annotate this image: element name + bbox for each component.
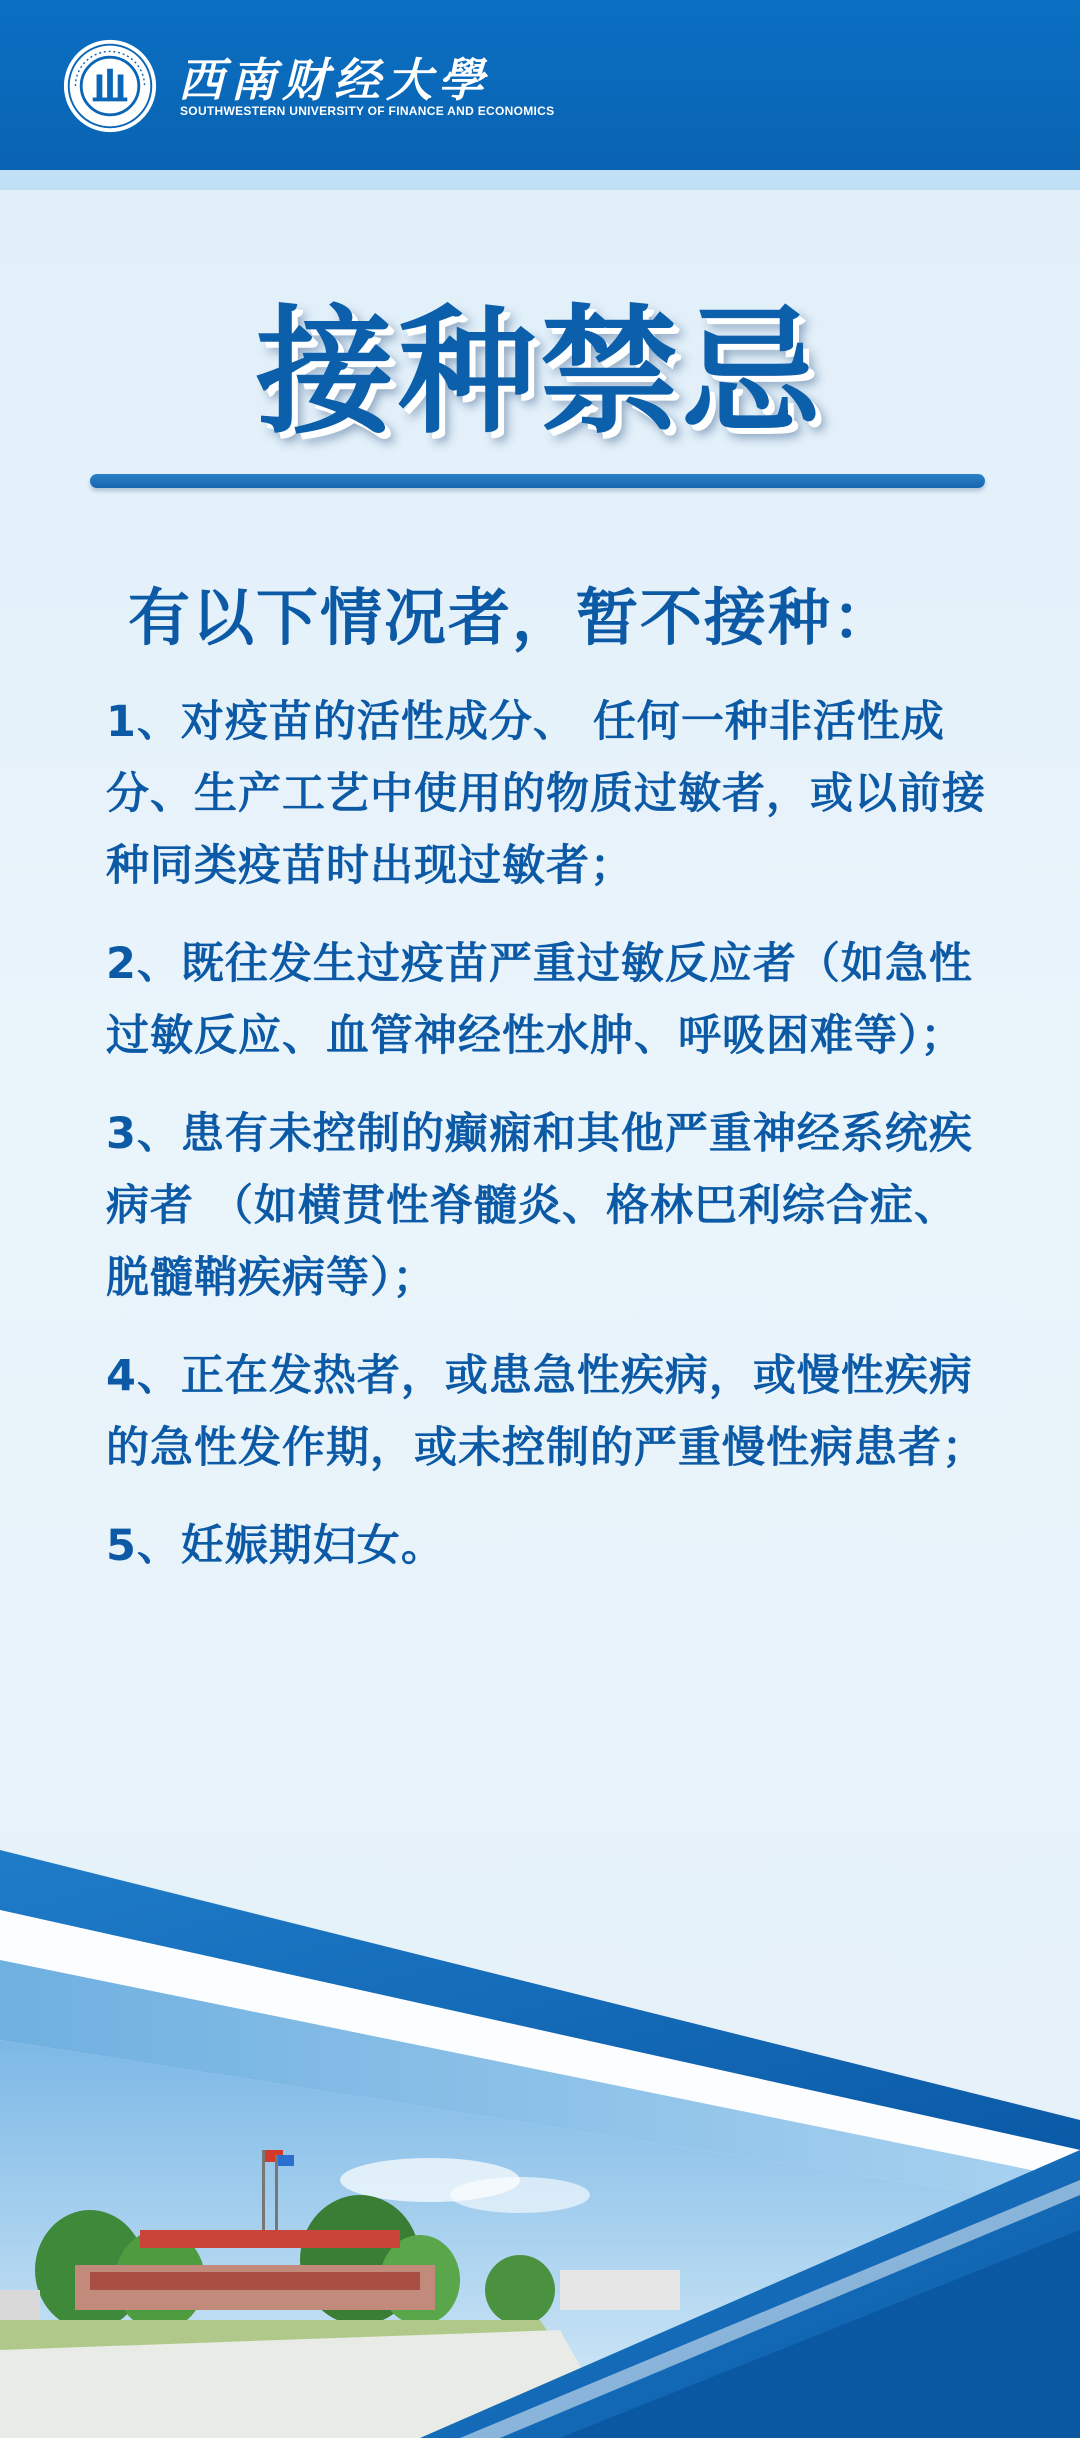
campus-decoration	[0, 1850, 1080, 2438]
header-strip	[0, 170, 1080, 190]
subtitle: 有以下情况者，暂不接种：	[128, 581, 897, 654]
contraindication-list	[106, 686, 986, 1608]
page-title: 接种禁忌	[255, 292, 824, 453]
list-item: 1、对疫苗的活性成分、 任何一种非活性成分、生产工艺中使用的物质过敏者，或以前接种同类疫苗时出现过敏者；	[106, 697, 986, 891]
university-name-en: SOUTHWESTERN UNIVERSITY OF FINANCE AND ECONOMICS	[180, 104, 555, 118]
university-name-cn: 西南财经大學	[178, 53, 490, 107]
university-seal-icon	[62, 38, 158, 134]
list-item: 4、正在发热者，或患急性疾病，或慢性疾病的急性发作期，或未控制的严重慢性病患者；	[106, 1351, 986, 1473]
list-item: 3、患有未控制的癫痫和其他严重神经系统疾病者 （如横贯性脊髓炎、格林巴利综合症、脱髓鞘疾病等）；	[106, 1109, 973, 1303]
title-divider	[90, 474, 985, 488]
header-bar	[0, 0, 1080, 170]
list-item: 5、妊娠期妇女。	[106, 1521, 445, 1571]
list-item: 2、既往发生过疫苗严重过敏反应者（如急性过敏反应、血管神经性水肿、呼吸困难等）；	[106, 939, 973, 1061]
